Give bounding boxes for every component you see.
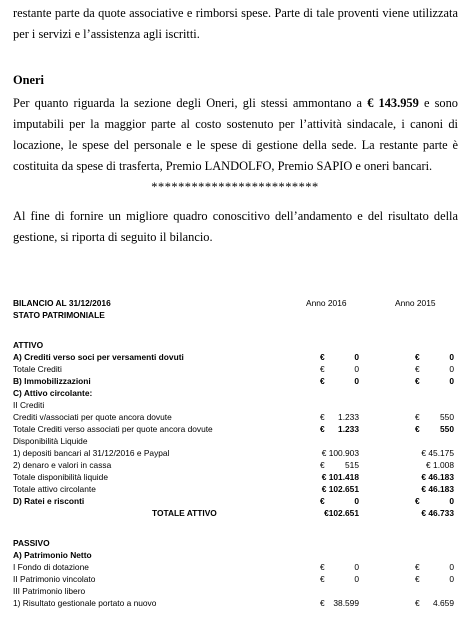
value-2015: 0 bbox=[449, 364, 454, 374]
currency-2016: € bbox=[320, 496, 325, 506]
value-2016: 0 bbox=[354, 364, 359, 374]
value-2016: € 100.903 bbox=[321, 448, 359, 458]
currency-2015: € bbox=[415, 352, 420, 362]
oneri-text-post: e sono imputabili per la maggior parte al costo sostenuto per l’attività sindacale, i canoni di locazione, le spese del personale e le spese di gestione della sede. La restante parte è costituita da spese di trasferta, Premio LANDOLFO, Premio SAPIO e oneri bancari. bbox=[13, 96, 458, 173]
table-subtitle-row bbox=[0, 309, 470, 321]
row-label: Totale disponibilità liquide bbox=[13, 472, 108, 482]
value-2016: € 102.651 bbox=[321, 484, 359, 494]
value-2015: € 46.733 bbox=[421, 508, 454, 518]
currency-2015: € bbox=[415, 562, 420, 572]
currency-2016: € bbox=[320, 364, 325, 374]
value-2016: 515 bbox=[345, 460, 359, 470]
table-subtitle: STATO PATRIMONIALE bbox=[13, 310, 105, 320]
value-2016: € 101.418 bbox=[321, 472, 359, 482]
row-label: I Fondo di dotazione bbox=[13, 562, 89, 572]
table-row bbox=[0, 351, 470, 363]
table-row bbox=[0, 375, 470, 387]
separator-stars: ************************* bbox=[151, 180, 319, 194]
value-2016: 0 bbox=[354, 352, 359, 362]
value-2016: 1.233 bbox=[338, 412, 359, 422]
table-row bbox=[0, 387, 470, 399]
intro-paragraph bbox=[13, 3, 458, 45]
table-row bbox=[0, 459, 470, 471]
currency-2016: € bbox=[320, 460, 325, 470]
balance-sheet-table bbox=[0, 297, 470, 609]
value-2015: € 46.183 bbox=[421, 472, 454, 482]
value-2015: 0 bbox=[449, 496, 454, 506]
table-row bbox=[0, 585, 470, 597]
currency-2015: € bbox=[415, 424, 420, 434]
currency-2015: € bbox=[415, 496, 420, 506]
row-label: C) Attivo circolante: bbox=[13, 388, 93, 398]
value-2015: 550 bbox=[440, 424, 454, 434]
table-row bbox=[0, 537, 470, 549]
currency-2015: € bbox=[415, 574, 420, 584]
oneri-amount: € 143.959 bbox=[367, 96, 419, 110]
value-2016: 0 bbox=[354, 496, 359, 506]
table-row bbox=[0, 495, 470, 507]
currency-2015: € bbox=[415, 412, 420, 422]
table-header-row bbox=[0, 297, 470, 309]
currency-2015: € bbox=[415, 598, 420, 608]
row-label: Totale Crediti bbox=[13, 364, 62, 374]
table-title: BILANCIO AL 31/12/2016 bbox=[13, 298, 111, 308]
intro-text: restante parte da quote associative e rimborsi spese. Parte di tale proventi viene utilizzata per i servizi e l’assistenza agli iscritti. bbox=[13, 6, 458, 41]
row-label: 2) denaro e valori in cassa bbox=[13, 460, 112, 470]
table-row bbox=[0, 363, 470, 375]
value-2015: 4.659 bbox=[433, 598, 454, 608]
value-2016: €102.651 bbox=[324, 508, 359, 518]
currency-2015: € bbox=[415, 364, 420, 374]
row-label: ATTIVO bbox=[13, 340, 44, 350]
row-label: II Crediti bbox=[13, 400, 45, 410]
table-row bbox=[0, 411, 470, 423]
value-2016: 0 bbox=[354, 376, 359, 386]
currency-2016: € bbox=[320, 574, 325, 584]
currency-2016: € bbox=[320, 412, 325, 422]
oneri-paragraph bbox=[13, 93, 458, 177]
currency-2016: € bbox=[320, 598, 325, 608]
table-row bbox=[0, 471, 470, 483]
value-2015: 0 bbox=[449, 574, 454, 584]
value-2016: 0 bbox=[354, 562, 359, 572]
row-label: A) Patrimonio Netto bbox=[13, 550, 92, 560]
row-label: Disponibilità Liquide bbox=[13, 436, 88, 446]
table-row bbox=[0, 339, 470, 351]
row-label: Totale attivo circolante bbox=[13, 484, 96, 494]
row-label: B) Immobilizzazioni bbox=[13, 376, 91, 386]
table-row bbox=[0, 507, 470, 519]
row-label: II Patrimonio vincolato bbox=[13, 574, 96, 584]
row-label: TOTALE ATTIVO bbox=[152, 508, 217, 518]
table-row bbox=[0, 423, 470, 435]
currency-2016: € bbox=[320, 562, 325, 572]
oneri-heading: Oneri bbox=[13, 73, 44, 87]
table-row bbox=[0, 525, 470, 537]
table-row bbox=[0, 549, 470, 561]
row-label: III Patrimonio libero bbox=[13, 586, 86, 596]
currency-2016: € bbox=[320, 376, 325, 386]
row-label: 1) depositi bancari al 31/12/2016 e Paypal bbox=[13, 448, 170, 458]
currency-2016: € bbox=[320, 424, 325, 434]
year-2015-header: Anno 2015 bbox=[395, 298, 436, 308]
summary-paragraph bbox=[13, 206, 458, 248]
value-2015: € 45.175 bbox=[421, 448, 454, 458]
currency-2015: € bbox=[415, 376, 420, 386]
row-label: D) Ratei e risconti bbox=[13, 496, 85, 506]
table-row bbox=[0, 447, 470, 459]
table-row bbox=[0, 435, 470, 447]
oneri-text-pre: Per quanto riguarda la sezione degli Oneri, gli stessi ammontano a bbox=[13, 96, 368, 110]
row-label: Totale Crediti verso associati per quote ancora dovute bbox=[13, 424, 213, 434]
row-label: A) Crediti verso soci per versamenti dovuti bbox=[13, 352, 184, 362]
value-2015: € 46.183 bbox=[421, 484, 454, 494]
value-2016: 38.599 bbox=[333, 598, 359, 608]
row-label: Crediti v/associati per quote ancora dovute bbox=[13, 412, 172, 422]
year-2016-header: Anno 2016 bbox=[306, 298, 347, 308]
row-label: PASSIVO bbox=[13, 538, 50, 548]
table-row bbox=[0, 399, 470, 411]
value-2015: € 1.008 bbox=[426, 460, 454, 470]
value-2015: 0 bbox=[449, 376, 454, 386]
oneri-text bbox=[13, 93, 458, 177]
value-2016: 0 bbox=[354, 574, 359, 584]
table-body bbox=[0, 339, 470, 609]
value-2016: 1.233 bbox=[338, 424, 359, 434]
table-row bbox=[0, 483, 470, 495]
table-row bbox=[0, 573, 470, 585]
summary-text: Al fine di fornire un migliore quadro conoscitivo dell’andamento e del risultato della gestione, si riporta di seguito il bilancio. bbox=[13, 209, 458, 244]
value-2015: 0 bbox=[449, 562, 454, 572]
value-2015: 0 bbox=[449, 352, 454, 362]
currency-2016: € bbox=[320, 352, 325, 362]
row-label: 1) Risultato gestionale portato a nuovo bbox=[13, 598, 157, 608]
table-row bbox=[0, 597, 470, 609]
table-row bbox=[0, 561, 470, 573]
value-2015: 550 bbox=[440, 412, 454, 422]
